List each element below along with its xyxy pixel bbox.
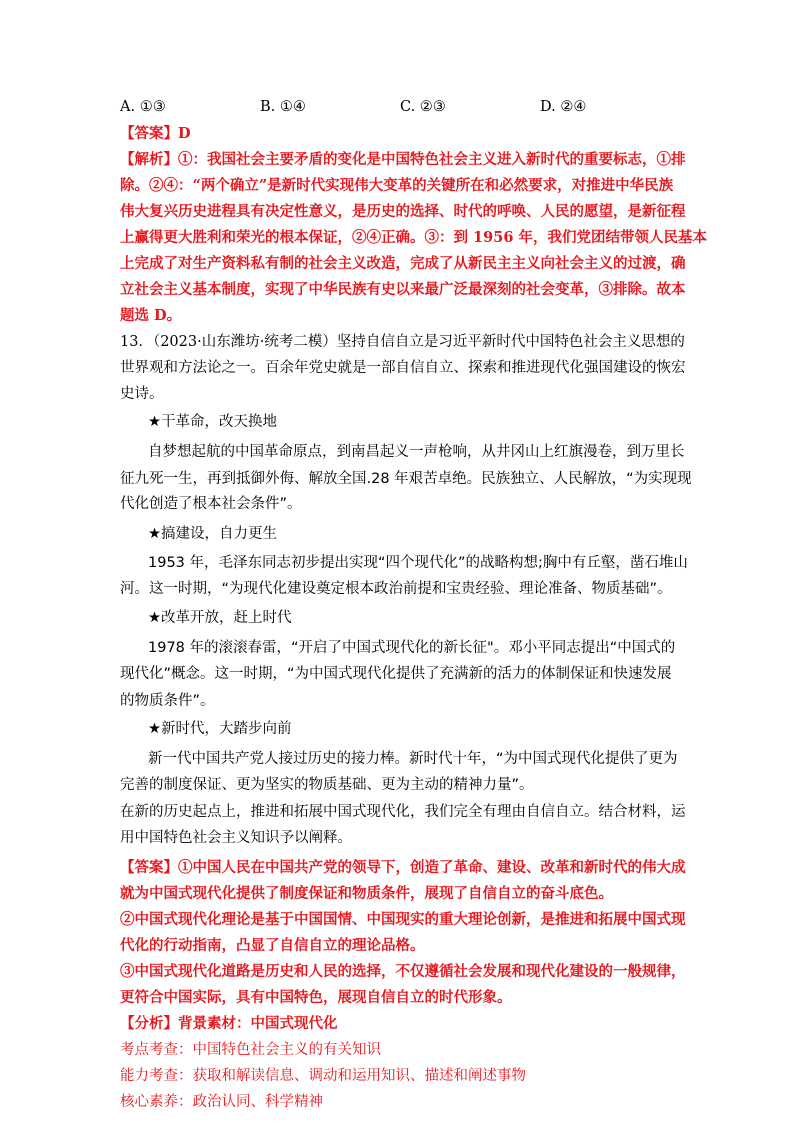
q13-analysis-line: 能力考查：获取和解读信息、调动和运用知识、描述和阐述事物 <box>120 1068 526 1084</box>
q13-analysis-title: 【分析】背景素材：中国式现代化 <box>120 1015 338 1032</box>
section-line: 自梦想起航的中国革命原点，到南昌起义一声枪响，从井冈山上红旗漫卷，到万里长 <box>148 444 685 460</box>
q12-analysis-line: 立社会主义基本制度，实现了中华民族有史以来最广泛最深刻的社会变革，③排除。故本 <box>120 281 686 298</box>
section-line: 征九死一生，再到抵御外侮、解放全国.28 年艰苦卓绝。民族独立、人民解放，“为实现现 <box>120 471 692 487</box>
section-line: 河。这一时期，“为现代化建设奠定根本政治前提和宝贵经验、理论准备、物质基础”。 <box>120 581 672 597</box>
section-heading: ★搞建设，自力更生 <box>148 526 277 542</box>
section-line: 的物质条件”。 <box>120 693 215 709</box>
section-heading: ★干革命，改天换地 <box>148 414 277 430</box>
q13-answer-line: ②中国式现代化理论是基于中国国情、中国现实的重大理论创新，是推进和拓展中国式现 <box>120 911 686 928</box>
q12-analysis-line: 除。②④：“两个确立”是新时代实现伟大变革的关键所在和必然要求，对推进中华民族 <box>120 177 674 194</box>
section-line: 1978 年的滚滚春雷，“开启了中国式现代化的新长征"。邓小平同志提出“中国式的 <box>148 640 676 656</box>
q13-analysis-line: 考点考查：中国特色社会主义的有关知识 <box>120 1042 381 1058</box>
section-line: 现代化”概念。这一时期，“为中国式现代化提供了充满新的活力的体制保证和快速发展 <box>120 666 672 682</box>
q12-analysis-line: 【解析】①：我国社会主要矛盾的变化是中国特色社会主义进入新时代的重要标志，①排 <box>120 151 686 168</box>
q13-question-line: 用中国特色社会主义知识予以阐释。 <box>120 830 352 846</box>
q13-stem-line: 13．（2023·山东潍坊·统考二模）坚持自信自立是习近平新时代中国特色社会主义思想的 <box>120 334 685 350</box>
q13-answer-line: 【答案】①中国人民在中国共产党的领导下，创造了革命、建设、改革和新时代的伟大成 <box>120 859 686 876</box>
q13-answer-line: 更符合中国实际，具有中国特色，展现自信自立的时代形象。 <box>120 989 512 1006</box>
option-d: D. ②④ <box>540 99 587 115</box>
q12-analysis-line: 上赢得更大胜利和荣光的根本保证，②④正确。③：到 1956 年，我们党团结带领人民基本 <box>120 229 707 246</box>
q13-stem-line: 史诗。 <box>120 386 164 402</box>
q12-analysis-line: 题选 D。 <box>120 307 182 324</box>
q13-answer-line: ③中国式现代化道路是历史和人民的选择，不仅遵循社会发展和现代化建设的一般规律， <box>120 963 686 980</box>
q12-analysis-line: 上完成了对生产资料私有制的社会主义改造，完成了从新民主主义向社会主义的过渡，确 <box>120 255 686 272</box>
q13-answer-line: 代化的行动指南，凸显了自信自立的理论品格。 <box>120 937 425 954</box>
q13-question-line: 在新的历史起点上，推进和拓展中国式现代化，我们完全有理由自信自立。结合材料，运 <box>120 804 686 820</box>
option-c: C. ②③ <box>400 99 446 115</box>
option-b: B. ①④ <box>260 99 306 115</box>
section-line: 新一代中国共产党人接过历史的接力棒。新时代十年，“为中国式现代化提供了更为 <box>148 751 678 767</box>
section-heading: ★新时代，大踏步向前 <box>148 721 292 737</box>
q12-answer: 【答案】D <box>120 125 191 142</box>
option-a: A. ①③ <box>120 99 166 115</box>
q12-analysis-line: 伟大复兴历史进程具有决定性意义，是历史的选择、时代的呼唤、人民的愿望，是新征程 <box>120 203 686 220</box>
section-line: 1953 年，毛泽东同志初步提出实现“四个现代化”的战略构想;胸中有丘壑，凿石堆山 <box>148 555 688 571</box>
section-line: 完善的制度保证、更为坚实的物质基础、更为主动的精神力量”。 <box>120 777 534 793</box>
q13-analysis-line: 核心素养：政治认同、科学精神 <box>120 1094 323 1110</box>
q13-answer-line: 就为中国式现代化提供了制度保证和物质条件，展现了自信自立的奋斗底色。 <box>120 885 613 902</box>
section-line: 代化创造了根本社会条件”。 <box>120 496 302 512</box>
section-heading: ★改革开放，赶上时代 <box>148 610 292 626</box>
q13-stem-line: 世界观和方法论之一。百余年党史就是一部自信自立、探索和推进现代化强国建设的恢宏 <box>120 360 686 376</box>
